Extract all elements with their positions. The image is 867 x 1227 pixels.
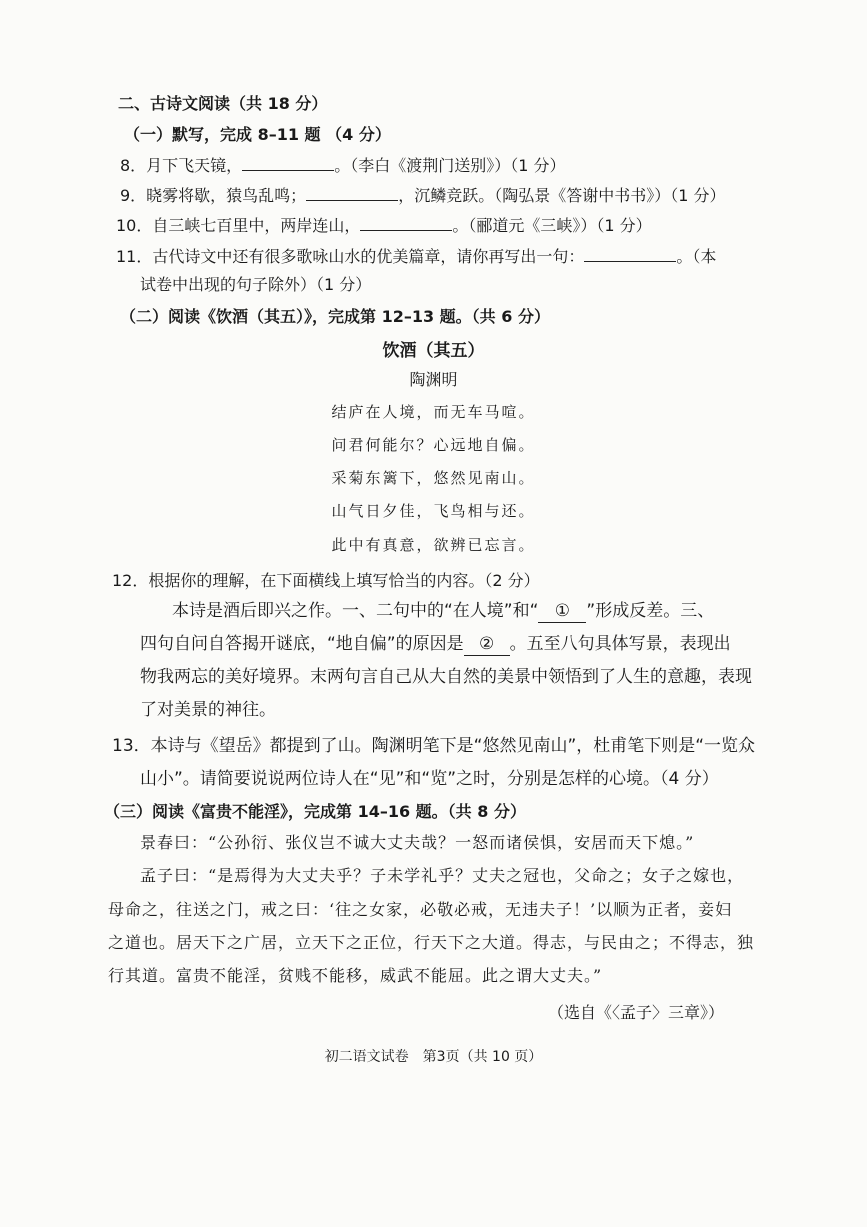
q10-text-after: 。（郦道元《三峡》）（1 分） xyxy=(452,216,652,235)
question-8 xyxy=(120,154,565,177)
q12-line-2 xyxy=(140,633,731,656)
q10-answer-blank[interactable] xyxy=(360,214,452,231)
q8-text-after: 。（李白《渡荆门送别》）（1 分） xyxy=(334,156,566,175)
q12-text: 。五至八句具体写景，表现出 xyxy=(509,634,731,654)
q9-text-before: 9．晓雾将歇，猿鸟乱鸣； xyxy=(120,186,307,205)
part3-title: （三）阅读《富贵不能淫》，完成第 14–16 题。（共 8 分） xyxy=(104,802,526,821)
q11-answer-blank[interactable] xyxy=(584,245,676,262)
question-9 xyxy=(120,184,725,207)
part2-title: （二）阅读《饮酒（其五）》，完成第 12–13 题。（共 6 分） xyxy=(120,307,550,326)
q12-text: 四句自问自答揭开谜底，“地自偏”的原因是 xyxy=(140,634,464,654)
q11-text-after: 。（本 xyxy=(676,247,717,266)
q12-line-4: 了对美景的神往。 xyxy=(140,700,276,720)
q12-text: 本诗是酒后即兴之作。一、二句中的“在人境”和“ xyxy=(172,601,539,621)
page-footer: 初二语文试卷 第3页（共 10 页） xyxy=(324,1049,543,1065)
q10-text-before: 10．自三峡七百里中，两岸连山， xyxy=(116,216,361,235)
poem-line: 此中有真意，欲辨已忘言。 xyxy=(331,536,536,554)
q12-text: ”形成反差。三、 xyxy=(586,601,715,621)
classic-text-p2-line3: 之道也。居天下之广居，立天下之正位，行天下之大道。得志，与民由之；不得志，独 xyxy=(108,933,755,952)
question-12-stem: 12．根据你的理解，在下面横线上填写恰当的内容。（2 分） xyxy=(112,571,540,590)
q12-blank-2[interactable]: ② xyxy=(464,633,510,656)
classic-text-p2-line2: 母命之，往送之门，戒之曰：‘往之女家，必敬必戒，无违夫子！’以顺为正者，妾妇 xyxy=(108,900,733,919)
classic-text-p2-line1: 孟子曰：“是焉得为大丈夫乎？子未学礼乎？丈夫之冠也，父命之；女子之嫁也， xyxy=(140,866,745,885)
classic-text-p2-line4: 行其道。富贵不能淫，贫贱不能移，威武不能屈。此之谓大丈夫。” xyxy=(108,966,603,985)
q12-line-1 xyxy=(172,600,714,623)
q12-line-3: 物我两忘的美好境界。末两句言自己从大自然的美景中领悟到了人生的意趣，表现 xyxy=(140,667,752,687)
q9-answer-blank[interactable] xyxy=(306,184,398,201)
question-13-line1: 13．本诗与《望岳》都提到了山。陶渊明笔下是“悠然见南山”，杜甫笔下则是“一览众 xyxy=(112,736,756,756)
poem-line: 采菊东篱下，悠然见南山。 xyxy=(331,469,536,487)
question-11-line2: 试卷中出现的句子除外）（1 分） xyxy=(140,275,372,294)
q8-answer-blank[interactable] xyxy=(242,154,334,171)
source-citation: （选自《〈孟子〉三章》） xyxy=(548,1003,725,1022)
question-13-line2: 山小”。请简要说说两位诗人在“见”和“览”之时，分别是怎样的心境。（4 分） xyxy=(140,769,719,789)
part1-title: （一）默写，完成 8–11 题 （4 分） xyxy=(124,125,391,144)
q11-text-before: 11．古代诗文中还有很多歌咏山水的优美篇章，请你再写出一句： xyxy=(116,247,585,266)
poem-line: 结庐在人境，而无车马喧。 xyxy=(331,403,536,421)
question-10 xyxy=(116,214,652,237)
q9-text-after: ，沉鳞竞跃。（陶弘景《答谢中书书》）（1 分） xyxy=(398,186,726,205)
question-11 xyxy=(116,245,716,268)
poem-title: 饮酒（其五） xyxy=(382,341,485,361)
classic-text-p1: 景春曰：“公孙衍、张仪岂不诚大丈夫哉？一怒而诸侯惧，安居而天下熄。” xyxy=(140,833,695,852)
q12-blank-1[interactable]: ① xyxy=(538,600,586,623)
q8-text-before: 8．月下飞天镜， xyxy=(120,156,243,175)
poem-line: 山气日夕佳，飞鸟相与还。 xyxy=(331,502,536,520)
section-title: 二、古诗文阅读（共 18 分） xyxy=(118,94,328,113)
poem-author: 陶渊明 xyxy=(409,370,458,389)
poem-line: 问君何能尔？心远地自偏。 xyxy=(331,436,536,454)
